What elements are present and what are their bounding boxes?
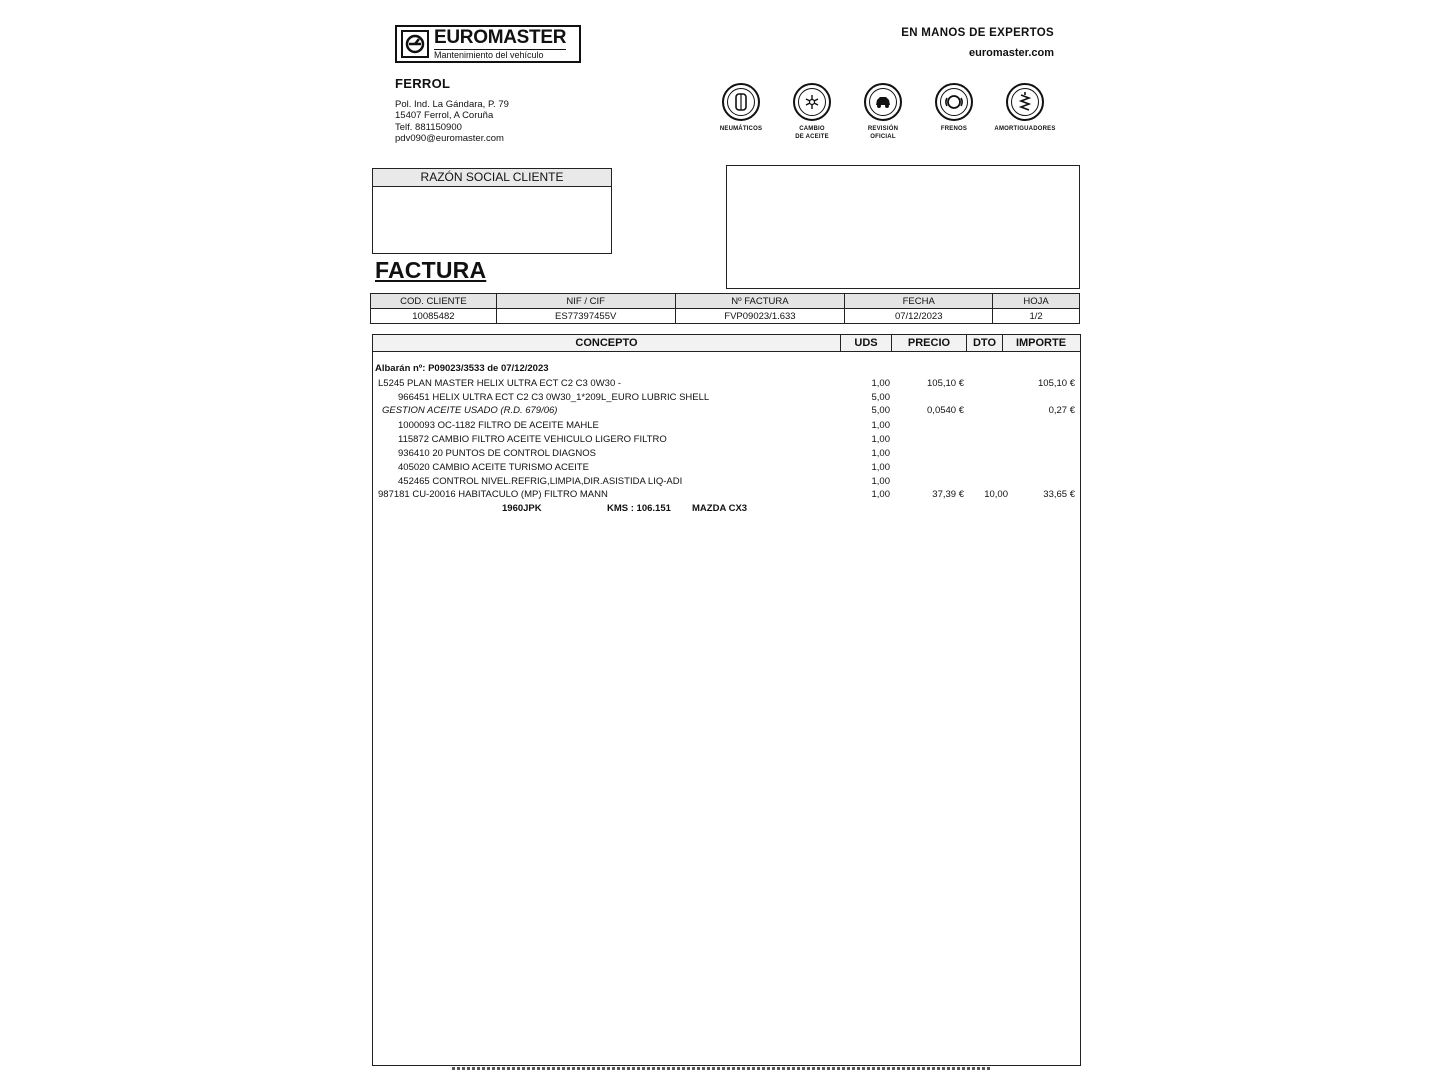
lines-header-row [373, 335, 1080, 352]
col-concepto: CONCEPTO [373, 335, 841, 351]
table-row [373, 391, 1080, 405]
vehicle-model: MAZDA CX3 [692, 503, 748, 514]
brake-icon [940, 88, 968, 116]
nif-cif: ES77397455V [496, 309, 675, 324]
col-dto: DTO [967, 335, 1003, 351]
email-line: pdv090@euromaster.com [395, 132, 504, 144]
address-line: 15407 Ferrol, A Coruña [395, 110, 494, 122]
page-number: 1/2 [993, 309, 1080, 324]
service-label: FRENOS [940, 126, 968, 132]
item-precio: 105,10 € [927, 378, 964, 389]
item-uds: 5,00 [871, 392, 890, 403]
item-description: 987181 CU-20016 HABITACULO (MP) FILTRO MANN [378, 489, 608, 500]
item-description: 405020 CAMBIO ACEITE TURISMO ACEITE [398, 462, 589, 473]
service-item [850, 83, 916, 143]
services-row [708, 83, 1058, 143]
col-uds: UDS [841, 335, 892, 351]
table-row [373, 488, 1080, 502]
item-uds: 1,00 [871, 462, 890, 473]
item-uds: 1,00 [871, 476, 890, 487]
service-item [921, 83, 987, 143]
address-box [726, 165, 1080, 289]
vehicle-kms: KMS : 106.151 [607, 503, 671, 514]
invoice-info-table [370, 293, 1080, 324]
service-label-2: DE ACEITE [795, 134, 829, 140]
table-row [373, 461, 1080, 475]
item-precio: 37,39 € [932, 489, 964, 500]
table-row [373, 475, 1080, 489]
service-label: CAMBIO [799, 126, 825, 132]
client-code: 10085482 [371, 309, 497, 324]
client-box [372, 168, 612, 254]
brand-name: EUROMASTER [434, 27, 567, 48]
website-link[interactable]: euromaster.com [969, 47, 1054, 59]
vehicle-plate: 1960JPK [502, 503, 542, 514]
item-precio: 0,0540 € [927, 405, 964, 416]
phone-line: Telf. 881150900 [395, 121, 462, 133]
oil-change-icon [798, 88, 826, 116]
item-description: L5245 PLAN MASTER HELIX ULTRA ECT C2 C3 0W30 - [378, 378, 622, 389]
car-service-icon [869, 88, 897, 116]
item-uds: 1,00 [871, 378, 890, 389]
service-item [708, 83, 774, 143]
item-description: 1000093 OC-1182 FILTRO DE ACEITE MAHLE [398, 420, 599, 431]
item-uds: 1,00 [871, 434, 890, 445]
table-row [373, 377, 1080, 391]
item-importe: 33,65 € [1043, 489, 1075, 500]
shock-absorber-icon [1011, 88, 1039, 116]
tire-icon [727, 88, 755, 116]
item-uds: 1,00 [871, 489, 890, 500]
item-description: 115872 CAMBIO FILTRO ACEITE VEHICULO LIGERO FILTRO [398, 434, 667, 445]
service-label: NEUMÁTICOS [719, 126, 763, 132]
client-box-title: RAZÓN SOCIAL CLIENTE [373, 169, 611, 187]
invoice-number: FVP09023/1.633 [675, 309, 845, 324]
col-importe: IMPORTE [1015, 337, 1067, 349]
service-label: REVISIÓN [867, 126, 899, 132]
branch-city: FERROL [395, 76, 451, 91]
item-uds: 1,00 [871, 448, 890, 459]
document-title: FACTURA [375, 257, 487, 283]
item-description: 966451 HELIX ULTRA ECT C2 C3 0W30_1*209L_EURO LUBRIC SHELL [398, 392, 710, 403]
euromaster-logo-icon [401, 30, 429, 58]
service-item [992, 83, 1058, 143]
info-header-cell: HOJA [993, 294, 1080, 309]
invoice-lines-table [372, 334, 1081, 1066]
table-row [373, 404, 1080, 418]
footer-fine-print [452, 1067, 992, 1070]
brand-subtitle: Mantenimiento del vehículo [434, 49, 566, 60]
tagline: EN MANOS DE EXPERTOS [901, 27, 1054, 39]
col-precio: PRECIO [892, 335, 967, 351]
table-row [373, 433, 1080, 447]
service-label: AMORTIGUADORES [994, 126, 1056, 132]
albaran-reference: Albarán nº: P09023/3533 de 07/12/2023 [375, 363, 549, 374]
item-uds: 1,00 [871, 420, 890, 431]
table-row [373, 419, 1080, 433]
info-header-cell: NIF / CIF [496, 294, 675, 309]
table-row [373, 447, 1080, 461]
brand-logo [395, 25, 581, 63]
branch-address [395, 99, 509, 144]
info-header-row [371, 294, 1080, 309]
info-header-cell: FECHA [845, 294, 993, 309]
item-description: GESTION ACEITE USADO (R.D. 679/06) [382, 405, 558, 416]
info-header-cell: Nº FACTURA [675, 294, 845, 309]
info-value-row [371, 309, 1080, 324]
item-description: 936410 20 PUNTOS DE CONTROL DIAGNOS [398, 448, 596, 459]
item-importe: 105,10 € [1038, 378, 1075, 389]
service-item [779, 83, 845, 143]
item-uds: 5,00 [871, 405, 890, 416]
invoice-date: 07/12/2023 [845, 309, 993, 324]
address-line: Pol. Ind. La Gándara, P. 79 [395, 99, 509, 110]
info-header-cell: COD. CLIENTE [371, 294, 497, 309]
item-dto: 10,00 [984, 489, 1008, 500]
item-description: 452465 CONTROL NIVEL.REFRIG,LIMPIA,DIR.ASISTIDA LIQ-ADI [398, 476, 683, 487]
item-importe: 0,27 € [1048, 405, 1075, 416]
service-label-2: OFICIAL [870, 134, 896, 140]
